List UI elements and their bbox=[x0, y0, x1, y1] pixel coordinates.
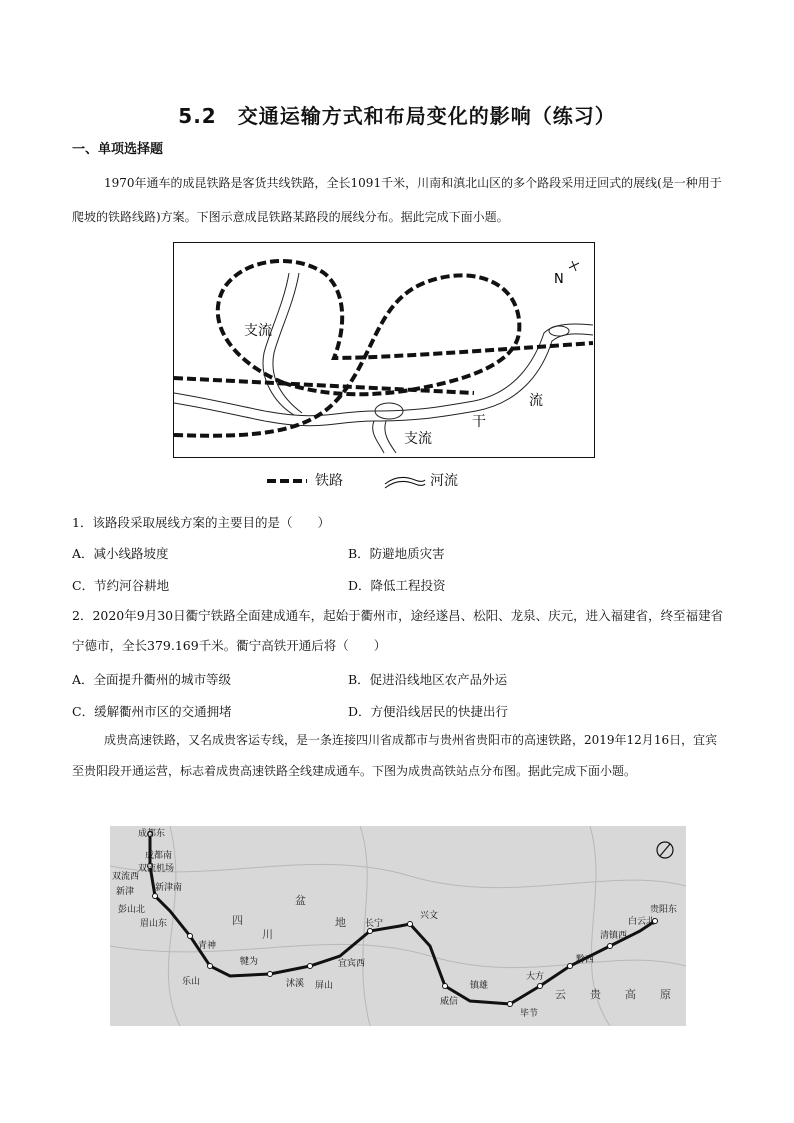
legend-railway-label: 铁路 bbox=[315, 473, 343, 489]
region-gui: 贵 bbox=[590, 988, 601, 1001]
branch-label-2: 支流 bbox=[404, 431, 432, 447]
river-legend-icon bbox=[385, 477, 425, 484]
station-changning: 长宁 bbox=[365, 919, 384, 929]
station-pengshanbei: 彭山北 bbox=[118, 905, 146, 915]
main-river-label-liu: 流 bbox=[529, 393, 543, 409]
station-chengdunan: 成都南 bbox=[145, 851, 173, 861]
q1-option-a: A．减小线路坡度 bbox=[72, 546, 169, 561]
q1-option-d: D．降低工程投资 bbox=[348, 578, 446, 593]
region-yuan: 原 bbox=[660, 988, 671, 1001]
railway-loop-right bbox=[174, 275, 519, 435]
station-yibinxi: 宜宾西 bbox=[338, 959, 366, 969]
station-xingwen: 兴文 bbox=[420, 911, 439, 921]
q2-option-d: D．方便沿线居民的快捷出行 bbox=[348, 704, 509, 719]
q2-option-b: B．促进沿线地区农产品外运 bbox=[348, 672, 508, 687]
station-xinjin: 新津 bbox=[116, 887, 135, 897]
region-yun: 云 bbox=[555, 988, 566, 1001]
branch-river-2-a bbox=[373, 421, 384, 453]
q2-option-c: C．缓解衢州市区的交通拥堵 bbox=[72, 704, 232, 719]
station-zhenxiong: 镇雄 bbox=[470, 981, 489, 991]
region-pen: 盆 bbox=[295, 894, 306, 907]
station-qianxi: 黔西 bbox=[576, 955, 595, 965]
station-qianwei: 犍为 bbox=[240, 957, 259, 967]
station-qingzhenxi: 清镇西 bbox=[600, 931, 628, 941]
section-heading: 一、单项选择题 bbox=[72, 142, 164, 157]
station-map-svg bbox=[110, 826, 686, 1026]
station-bijie: 毕节 bbox=[520, 1009, 539, 1019]
station-qingshen: 青神 bbox=[198, 941, 217, 951]
station-leshan: 乐山 bbox=[182, 977, 201, 987]
region-gao: 高 bbox=[625, 988, 636, 1001]
station-pingshan: 屏山 bbox=[315, 981, 334, 991]
station-xinjinnan: 新津南 bbox=[155, 883, 183, 893]
branch-river-1-a bbox=[263, 273, 294, 415]
branch-label-1: 支流 bbox=[244, 323, 272, 339]
main-river-label-gan: 干 bbox=[472, 414, 486, 430]
q1-option-c: C．节约河谷耕地 bbox=[72, 578, 170, 593]
region-chuan: 川 bbox=[262, 928, 273, 941]
figure-legend bbox=[265, 468, 525, 494]
intro-paragraph-2: 成贵高速铁路，又名成贵客运专线，是一条连接四川省成都市与贵州省贵阳市的高速铁路，2019年12月16日，宜宾至贵阳段开通运营，标志着成贵高速铁路全线建成通车。下图为成贵高铁站点分布图。据此完成下面小题。 bbox=[72, 733, 718, 778]
branch-river-1-b bbox=[273, 273, 302, 413]
intro-paragraph-1: 1970年通车的成昆铁路是客货共线铁路，全长1091千米，川南和滇北山区的多个路段采用迂回式的展线(是一种用于爬坡的铁路线路)方案。下图示意成昆铁路某路段的展线分布。据此完成下面小题。 bbox=[72, 176, 722, 224]
station-shuangliujichang: 双流机场 bbox=[138, 864, 175, 874]
station-dafang: 大方 bbox=[526, 972, 545, 982]
page-title: 5.2 交通运输方式和布局变化的影响（练习） bbox=[178, 104, 616, 128]
q2-option-a: A．全面提升衢州的城市等级 bbox=[72, 672, 232, 687]
branch-river-2-b bbox=[385, 421, 396, 453]
railway-figure bbox=[173, 242, 595, 458]
station-map bbox=[110, 826, 686, 1026]
station-shuangliuxi: 双流西 bbox=[112, 872, 140, 882]
north-label: N bbox=[554, 272, 564, 287]
q1-option-b: B．防避地质灾害 bbox=[348, 546, 445, 561]
station-wanxi: 沭溪 bbox=[286, 979, 305, 989]
station-meishandong: 眉山东 bbox=[140, 919, 168, 929]
station-chengdudong: 成都东 bbox=[138, 829, 166, 839]
station-guiyangdong: 贵阳东 bbox=[650, 905, 678, 915]
question-1-stem: 1．该路段采取展线方案的主要目的是（ ） bbox=[72, 515, 330, 530]
station-baiyunbei: 白云北 bbox=[628, 917, 656, 927]
station-weixin: 威信 bbox=[440, 997, 459, 1007]
legend-river-label: 河流 bbox=[430, 473, 458, 489]
railway-diagram bbox=[174, 243, 593, 456]
railway-loop-left bbox=[218, 261, 593, 383]
river-bend bbox=[549, 326, 569, 336]
region-si: 四 bbox=[232, 914, 243, 927]
question-2-stem: 2．2020年9月30日衢宁铁路全面建成通车，起始于衢州市，途经遂昌、松阳、龙泉、庆元，进入福建省，终至福建省宁德市，全长379.169千米。衢宁高铁开通后将（ ） bbox=[72, 608, 724, 653]
region-di: 地 bbox=[335, 916, 346, 929]
